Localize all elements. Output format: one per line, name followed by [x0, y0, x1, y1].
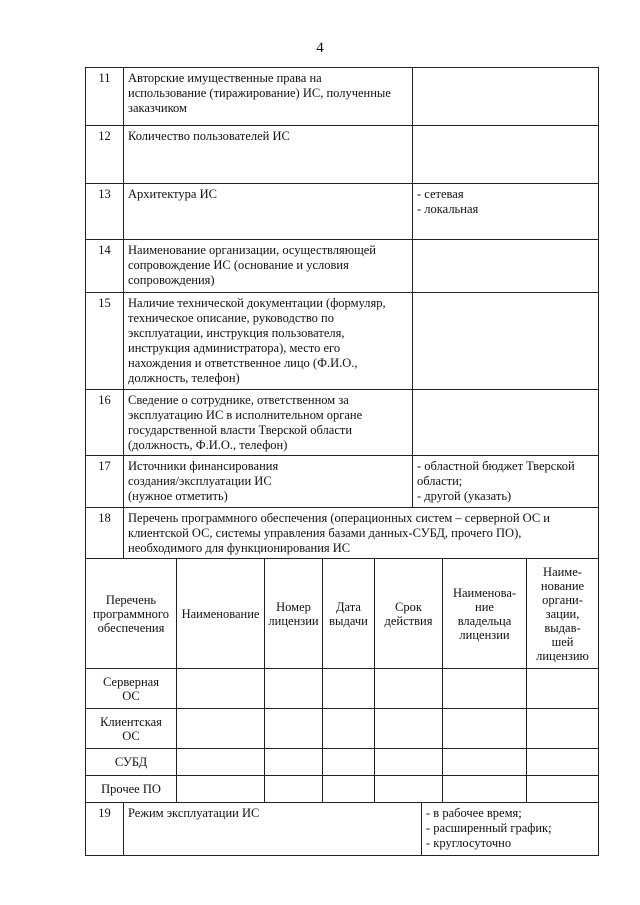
header-line: выдачи	[329, 613, 368, 628]
header-line: лицензии	[459, 627, 510, 642]
table-row	[86, 803, 598, 855]
label-line: сопровождения)	[128, 273, 215, 287]
option-line: - круглосуточно	[426, 836, 512, 850]
software-row-label	[86, 709, 177, 749]
row-label	[124, 240, 413, 292]
header-line: лицензии	[268, 613, 319, 628]
table-cell	[177, 669, 265, 709]
software-row-label	[86, 669, 177, 709]
header-line: выдав-	[544, 620, 581, 635]
table-row	[86, 293, 598, 390]
row-number: 17	[86, 456, 124, 507]
table-row	[86, 508, 598, 559]
column-header	[86, 559, 177, 669]
header-line: шей	[551, 634, 574, 649]
column-header	[177, 559, 265, 669]
header-line: Номер	[276, 599, 311, 614]
option-line: - областной бюджет Тверской	[417, 459, 575, 473]
option-line: - сетевая	[417, 187, 464, 201]
column-header	[375, 559, 443, 669]
label-line: эксплуатации, инструкция пользователя,	[128, 326, 345, 340]
table-row	[86, 184, 598, 240]
row-label-line: Прочее ПО	[101, 782, 161, 796]
row-label-line: Серверная	[103, 674, 159, 689]
table-cell	[177, 709, 265, 749]
label-line: использование (тиражирование) ИС, полученные	[128, 86, 391, 100]
row-number: 11	[86, 68, 124, 125]
row-label-line: ОС	[122, 728, 140, 743]
table-row	[86, 126, 598, 184]
header-line: обеспечения	[97, 620, 165, 635]
header-line: зации,	[545, 606, 580, 621]
row-number: 16	[86, 390, 124, 455]
label-line: Источники финансирования	[128, 459, 279, 473]
row-number: 18	[86, 508, 124, 558]
header-line: Срок	[395, 599, 422, 614]
column-header	[443, 559, 527, 669]
label-line: эксплуатацию ИС в исполнительном органе	[128, 408, 363, 422]
table-cell	[443, 709, 527, 749]
row-value	[413, 184, 598, 239]
table-cell	[527, 669, 598, 709]
software-row-label	[86, 749, 177, 776]
table-cell	[177, 749, 265, 776]
label-line: клиентской ОС, системы управления базами данных-СУБД, прочего ПО),	[128, 526, 522, 540]
label-line: Наименование организации, осуществляющей	[128, 243, 376, 257]
label-line: заказчиком	[128, 101, 187, 115]
header-line: программного	[93, 606, 169, 621]
label-line: Перечень программного обеспечения (операционных систем – серверной ОС и	[128, 511, 550, 525]
header-line: Наименование	[181, 606, 260, 621]
header-line: органи-	[542, 592, 583, 607]
row-value	[413, 456, 598, 507]
row-label	[124, 184, 413, 239]
column-header	[527, 559, 598, 669]
table-cell	[177, 776, 265, 802]
software-row-label	[86, 776, 177, 802]
label-line: Авторские имущественные права на	[128, 71, 322, 85]
header-line: владельца	[457, 613, 512, 628]
table-cell	[323, 749, 375, 776]
header-line: действия	[384, 613, 433, 628]
label-line: необходимого для функционирования ИС	[128, 541, 351, 555]
row-label-line: СУБД	[114, 755, 148, 769]
row-number: 15	[86, 293, 124, 389]
table-cell	[527, 749, 598, 776]
column-header	[323, 559, 375, 669]
option-line: - расширенный график;	[426, 821, 552, 835]
header-line: нование	[540, 578, 585, 593]
option-line: - другой (указать)	[417, 489, 512, 503]
label-line: государственной власти Тверской области	[128, 423, 353, 437]
table-cell	[375, 669, 443, 709]
label-line: Архитектура ИС	[128, 187, 217, 201]
table-cell	[375, 749, 443, 776]
header-line: Дата	[336, 599, 361, 614]
table-cell	[323, 776, 375, 802]
software-table	[86, 559, 598, 803]
table-cell	[265, 669, 323, 709]
row-label	[124, 803, 422, 855]
option-line: области;	[417, 474, 463, 488]
table-cell	[527, 709, 598, 749]
row-value	[413, 240, 598, 292]
row-label	[124, 508, 598, 558]
label-line: Количество пользователей ИС	[128, 129, 290, 143]
table-cell	[265, 776, 323, 802]
header-line: ние	[475, 599, 494, 614]
row-label	[124, 293, 413, 389]
row-label-line: ОС	[122, 688, 140, 703]
row-number: 12	[86, 126, 124, 183]
label-line: сопровождение ИС (основание и условия	[128, 258, 349, 272]
option-line: - в рабочее время;	[426, 806, 522, 820]
header-line: Перечень	[105, 592, 157, 607]
row-number: 14	[86, 240, 124, 292]
table-row	[86, 456, 598, 508]
table-cell	[527, 776, 598, 802]
row-label	[124, 126, 413, 183]
label-line: Режим эксплуатации ИС	[128, 806, 260, 820]
header-line: Наиме-	[543, 564, 582, 579]
label-line: должность, телефон)	[128, 371, 240, 385]
form-table	[85, 67, 599, 856]
row-value	[422, 803, 598, 855]
table-cell	[265, 709, 323, 749]
table-cell	[375, 709, 443, 749]
row-value	[413, 68, 598, 125]
column-header	[265, 559, 323, 669]
label-line: инструкция администратора), место его	[128, 341, 341, 355]
table-row	[86, 240, 598, 293]
header-line: Наименова-	[452, 585, 517, 600]
table-cell	[323, 709, 375, 749]
row-number: 13	[86, 184, 124, 239]
label-line: нахождения и ответственное лицо (Ф.И.О.,	[128, 356, 358, 370]
page-number: 4	[316, 40, 324, 56]
label-line: (нужное отметить)	[128, 489, 228, 503]
row-label	[124, 456, 413, 507]
row-number: 19	[86, 803, 124, 855]
row-label-line: Клиентская	[100, 714, 162, 729]
row-value	[413, 390, 598, 455]
label-line: создания/эксплуатации ИС	[128, 474, 272, 488]
table-cell	[443, 669, 527, 709]
option-line: - локальная	[417, 202, 479, 216]
table-cell	[375, 776, 443, 802]
table-cell	[323, 669, 375, 709]
label-line: техническое описание, руководство по	[128, 311, 334, 325]
row-label	[124, 68, 413, 125]
table-row	[86, 390, 598, 456]
header-line: лицензию	[536, 648, 589, 663]
row-label	[124, 390, 413, 455]
table-cell	[443, 776, 527, 802]
label-line: (должность, Ф.И.О., телефон)	[128, 438, 288, 452]
label-line: Сведение о сотруднике, ответственном за	[128, 393, 349, 407]
table-cell	[443, 749, 527, 776]
label-line: Наличие технической документации (формуляр,	[128, 296, 386, 310]
row-value	[413, 126, 598, 183]
row-value	[413, 293, 598, 389]
table-cell	[265, 749, 323, 776]
table-row	[86, 68, 598, 126]
